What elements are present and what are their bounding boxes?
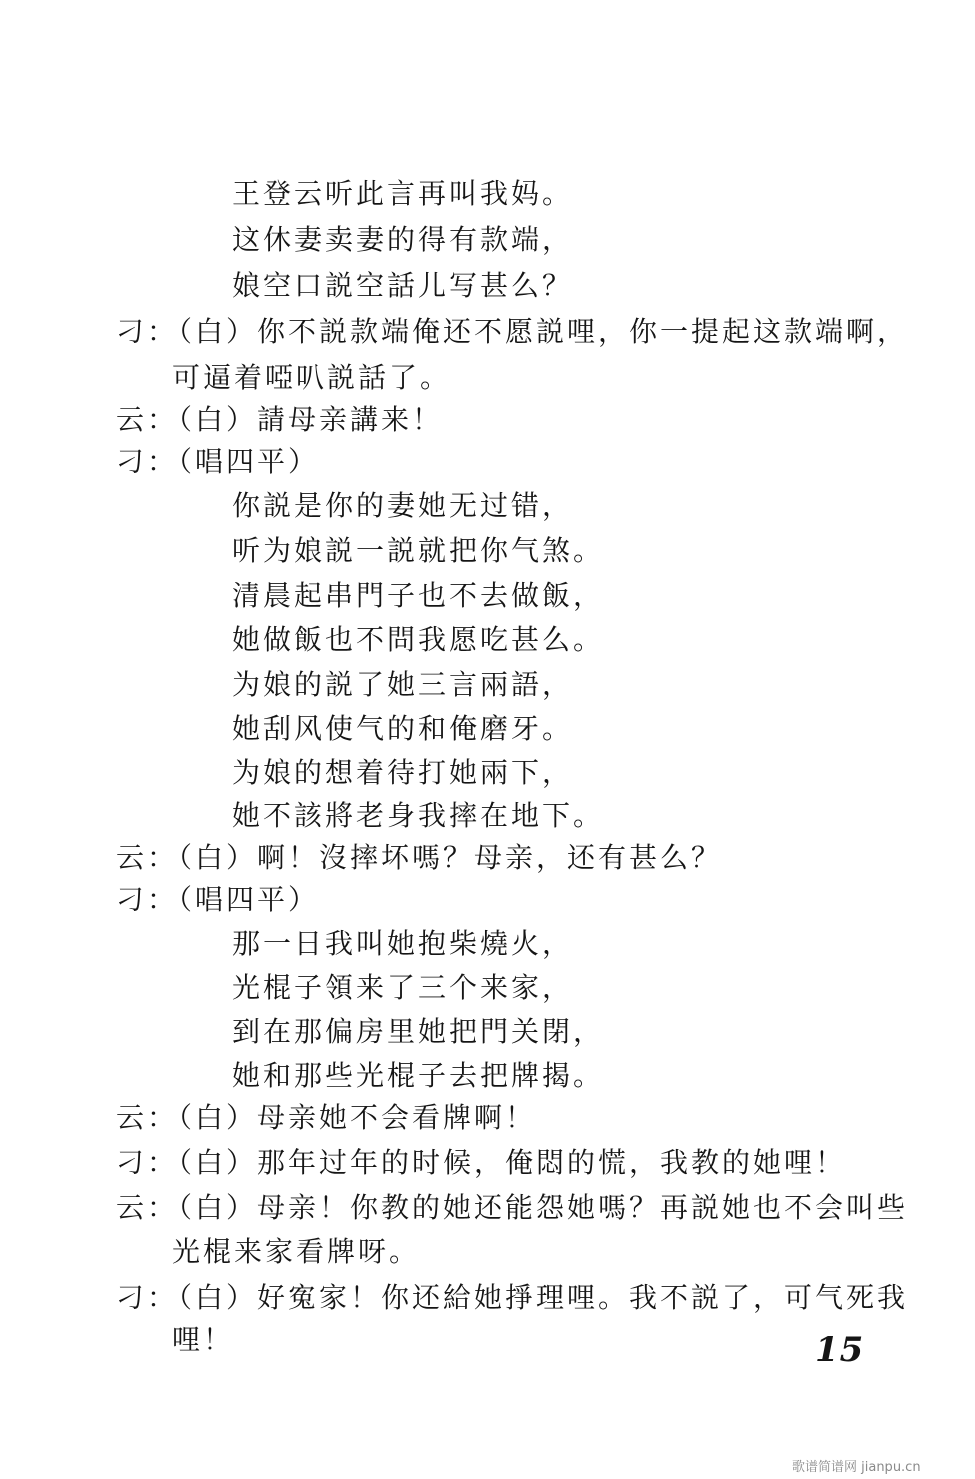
dialogue-line: 云：（白）請母亲講来！ — [116, 403, 444, 436]
dialogue-line: 刁：（唱四平） — [116, 445, 320, 478]
verse-line: 娘空口説空話儿写甚么？ — [232, 269, 574, 302]
verse-line: 你説是你的妻她无过错， — [232, 489, 574, 522]
verse-line: 为娘的説了她三言兩語， — [232, 668, 574, 701]
watermark: 歌谱简谱网 jianpu.cn — [792, 1460, 921, 1475]
dialogue-continuation: 哩！ — [172, 1323, 235, 1356]
dialogue-continuation: 可逼着啞叭説話了。 — [172, 361, 452, 394]
dialogue-line: 刁：（白）你不説款端俺还不愿説哩，你一提起这款端啊， — [116, 315, 909, 348]
dialogue-line: 云：（白）母亲！你教的她还能怨她嗎？再説她也不会叫些 — [116, 1191, 909, 1224]
verse-line: 她做飯也不問我愿吃甚么。 — [232, 623, 605, 656]
verse-line: 到在那偏房里她把門关閉， — [232, 1015, 605, 1048]
verse-line: 为娘的想着待打她兩下， — [232, 756, 574, 789]
verse-line: 光棍子領来了三个来家， — [232, 971, 574, 1004]
page-number: 15 — [815, 1330, 865, 1370]
verse-line: 她和那些光棍子去把牌揭。 — [232, 1059, 605, 1092]
verse-line: 她刮风使气的和俺磨牙。 — [232, 712, 574, 745]
verse-line: 听为娘説一説就把你气煞。 — [232, 534, 605, 567]
dialogue-line: 刁：（白）那年过年的时候，俺悶的慌，我教的她哩！ — [116, 1146, 847, 1179]
verse-line: 这休妻卖妻的得有款端， — [232, 223, 574, 256]
dialogue-line: 云：（白）母亲她不会看牌啊！ — [116, 1101, 537, 1134]
verse-line: 那一日我叫她抱柴燒火， — [232, 927, 574, 960]
verse-line: 清晨起串門子也不去做飯， — [232, 579, 605, 612]
verse-line: 王登云听此言再叫我妈。 — [232, 177, 574, 210]
verse-line: 她不該將老身我摔在地下。 — [232, 799, 605, 832]
dialogue-line: 刁：（白）好寃家！你还給她掙理哩。我不説了，可气死我 — [116, 1281, 909, 1314]
dialogue-line: 云：（白）啊！沒摔坏嗎？母亲，还有甚么？ — [116, 841, 723, 874]
dialogue-continuation: 光棍来家看牌呀。 — [172, 1235, 421, 1268]
dialogue-line: 刁：（唱四平） — [116, 883, 320, 916]
